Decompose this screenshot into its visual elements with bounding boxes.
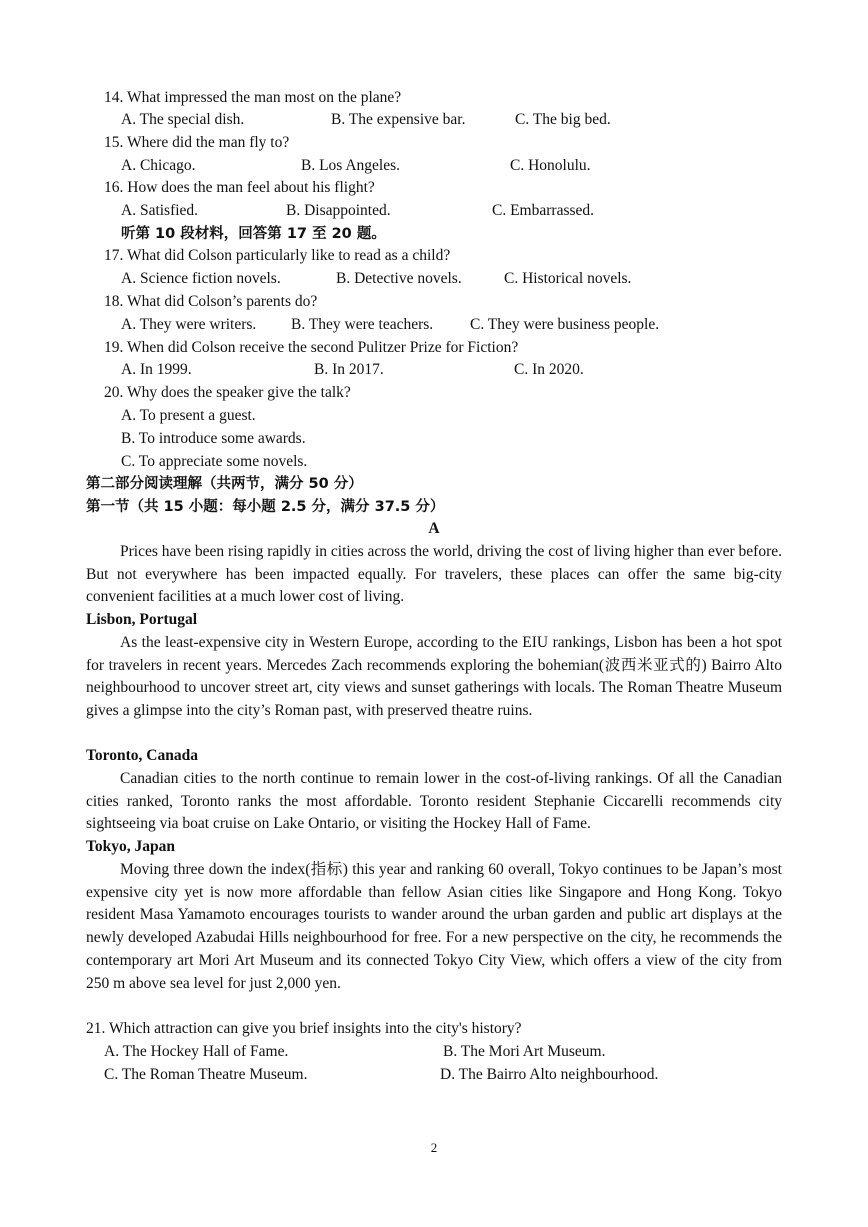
option-19-a: A. In 1999. — [121, 361, 192, 378]
option-21-c: C. The Roman Theatre Museum. — [104, 1066, 308, 1083]
option-17-b: B. Detective novels. — [336, 270, 462, 287]
option-14-c: C. The big bed. — [515, 111, 611, 128]
tokyo-heading: Tokyo, Japan — [86, 838, 176, 855]
option-20-b: B. To introduce some awards. — [121, 430, 306, 447]
listening-instruction: 听第 10 段材料，回答第 17 至 20 题。 — [121, 226, 386, 242]
option-18-a: A. They were writers. — [121, 316, 257, 333]
option-20-a: A. To present a guest. — [121, 407, 256, 424]
option-16-a: A. Satisfied. — [121, 202, 199, 219]
option-18-c: C. They were business people. — [470, 316, 660, 333]
option-18-b: B. They were teachers. — [291, 316, 434, 333]
toronto-paragraph: Canadian cities to the north continue to remain lower in the cost-of-living rankings. Of all the Canadian cities ranked, Toronto ranks the most affordable. Toronto resident Stephanie Ciccarelli recommends city sightseeing via boat cruise on Lake Ontario, or visiting the Hockey Hall of Fame. — [86, 770, 782, 833]
question-17: 17. What did Colson particularly like to read as a child? — [104, 247, 451, 264]
question-19: 19. When did Colson receive the second Pulitzer Prize for Fiction? — [104, 339, 519, 356]
question-18: 18. What did Colson’s parents do? — [104, 293, 318, 310]
option-16-b: B. Disappointed. — [286, 202, 391, 219]
option-19-c: C. In 2020. — [514, 361, 584, 378]
option-14-a: A. The special dish. — [121, 111, 245, 128]
option-19-b: B. In 2017. — [314, 361, 384, 378]
question-21: 21. Which attraction can give you brief insights into the city's history? — [86, 1020, 522, 1037]
option-17-c: C. Historical novels. — [504, 270, 632, 287]
lisbon-heading: Lisbon, Portugal — [86, 611, 198, 628]
question-20: 20. Why does the speaker give the talk? — [104, 384, 351, 401]
option-17-a: A. Science fiction novels. — [121, 270, 281, 287]
question-14: 14. What impressed the man most on the plane? — [104, 89, 402, 106]
page-number: 2 — [430, 1140, 438, 1155]
option-14-b: B. The expensive bar. — [331, 111, 466, 128]
section-one-title: 第一节（共 15 小题：每小题 2.5 分，满分 37.5 分） — [86, 499, 445, 515]
lisbon-paragraph: As the least-expensive city in Western Europe, according to the EIU rankings, Lisbon has been a hot spot for travelers in recent years. Mercedes Zach recommends exploring the bohemian(波西米亚式的) Bairro Alto neighbourhood to uncover street art, city views and sunset gatherings with locals. The Roman Theatre Museum gives a glimpse into the city’s Roman past, with preserved theatre ruins. — [86, 634, 782, 720]
option-15-c: C. Honolulu. — [510, 157, 591, 174]
question-15: 15. Where did the man fly to? — [104, 134, 290, 151]
option-21-d: D. The Bairro Alto neighbourhood. — [440, 1066, 659, 1083]
option-15-a: A. Chicago. — [121, 157, 196, 174]
tokyo-paragraph: Moving three down the index(指标) this year and ranking 60 overall, Tokyo continues to be Japan’s most expensive city yet is now more affordable than fellow Asian cities like Singapore and Hong Kong. Tokyo resident Masa Yamamoto encourages tourists to wander around the urban garden and public art displays at the newly developed Azabudai Hills neighbourhood for free. For a new perspective on the city, he recommends the contemporary art Mori Art Museum and its connected Tokyo City View, which offers a view of the city from 250 m above sea level for just 2,000 yen. — [86, 861, 782, 992]
passage-intro: Prices have been rising rapidly in cities across the world, driving the cost of living higher than ever before. But not everywhere has been impacted equally. For travelers, these places can offer the same big-city convenient facilities at a much lower cost of living. — [86, 543, 783, 606]
option-15-b: B. Los Angeles. — [301, 157, 401, 174]
option-20-c: C. To appreciate some novels. — [121, 453, 308, 470]
passage-label: A — [428, 520, 440, 537]
part-two-title: 第二部分阅读理解（共两节，满分 50 分） — [86, 476, 363, 492]
option-16-c: C. Embarrassed. — [492, 202, 595, 219]
option-21-a: A. The Hockey Hall of Fame. — [104, 1043, 289, 1060]
toronto-heading: Toronto, Canada — [86, 747, 198, 764]
option-21-b: B. The Mori Art Museum. — [443, 1043, 606, 1060]
question-16: 16. How does the man feel about his flight? — [104, 179, 375, 196]
